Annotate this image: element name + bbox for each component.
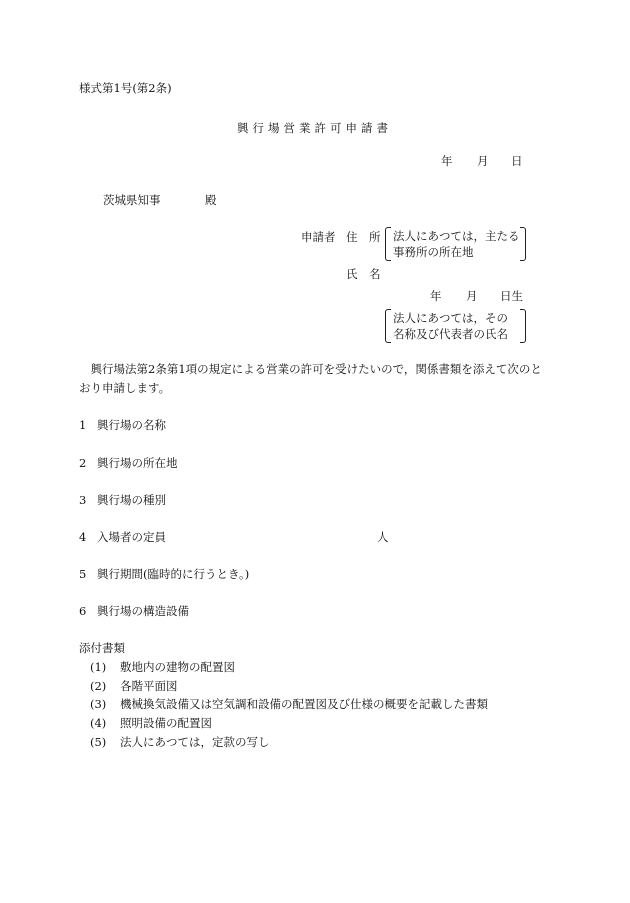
name-note-line2: 名称及び代表者の氏名 [393,327,508,341]
form-number: 様式第1号(第2条) [79,81,172,95]
list-item: 2 興行場の所在地 [79,456,178,470]
addressee-name: 茨城県知事 [103,193,161,207]
list-item: 4 入場者の定員 [79,530,166,544]
page-title: 興行場営業許可申請書 [237,121,392,135]
list-item: 6 興行場の構造設備 [79,604,189,618]
list-item: (3) 機械換気設備又は空気調和設備の配置図及び仕様の概要を記載した書類 [90,697,488,711]
name-bracket-right [520,309,526,343]
list-item: (5) 法人にあつては，定款の写し [90,735,270,749]
date-month: 月 [477,154,489,168]
attachments-title: 添付書類 [79,641,125,655]
birth-month: 月 [466,289,478,303]
date-year: 年 [441,154,453,168]
list-item: (1) 敷地内の建物の配置図 [90,660,235,674]
list-item: (2) 各階平面図 [90,679,178,693]
address-bracket-right [520,227,526,261]
name-label: 氏 名 [346,267,381,281]
address-note-line1: 法人にあつては，主たる [393,229,520,243]
list-item: 3 興行場の種別 [79,493,166,507]
address-bracket-left [385,227,391,261]
name-bracket-left [385,309,391,343]
capacity-unit: 人 [377,530,389,544]
list-item: 1 興行場の名称 [79,418,166,432]
addressee-honorific: 殿 [205,193,217,207]
applicant-label: 申請者 [301,230,336,244]
address-label: 住 所 [346,230,381,244]
birth-year: 年 [430,289,442,303]
date-day: 日 [511,154,523,168]
body-text: 興行場法第2条第1項の規定による営業の許可を受けたいので，関係書類を添えて次のとおり申請します。 [79,362,542,395]
name-note-line1: 法人にあつては，その [393,311,508,325]
list-item: (4) 照明設備の配置図 [90,716,212,730]
list-item: 5 興行期間(臨時的に行うとき。) [79,567,250,581]
address-note-line2: 事務所の所在地 [393,245,474,259]
birth-day: 日生 [500,289,523,303]
